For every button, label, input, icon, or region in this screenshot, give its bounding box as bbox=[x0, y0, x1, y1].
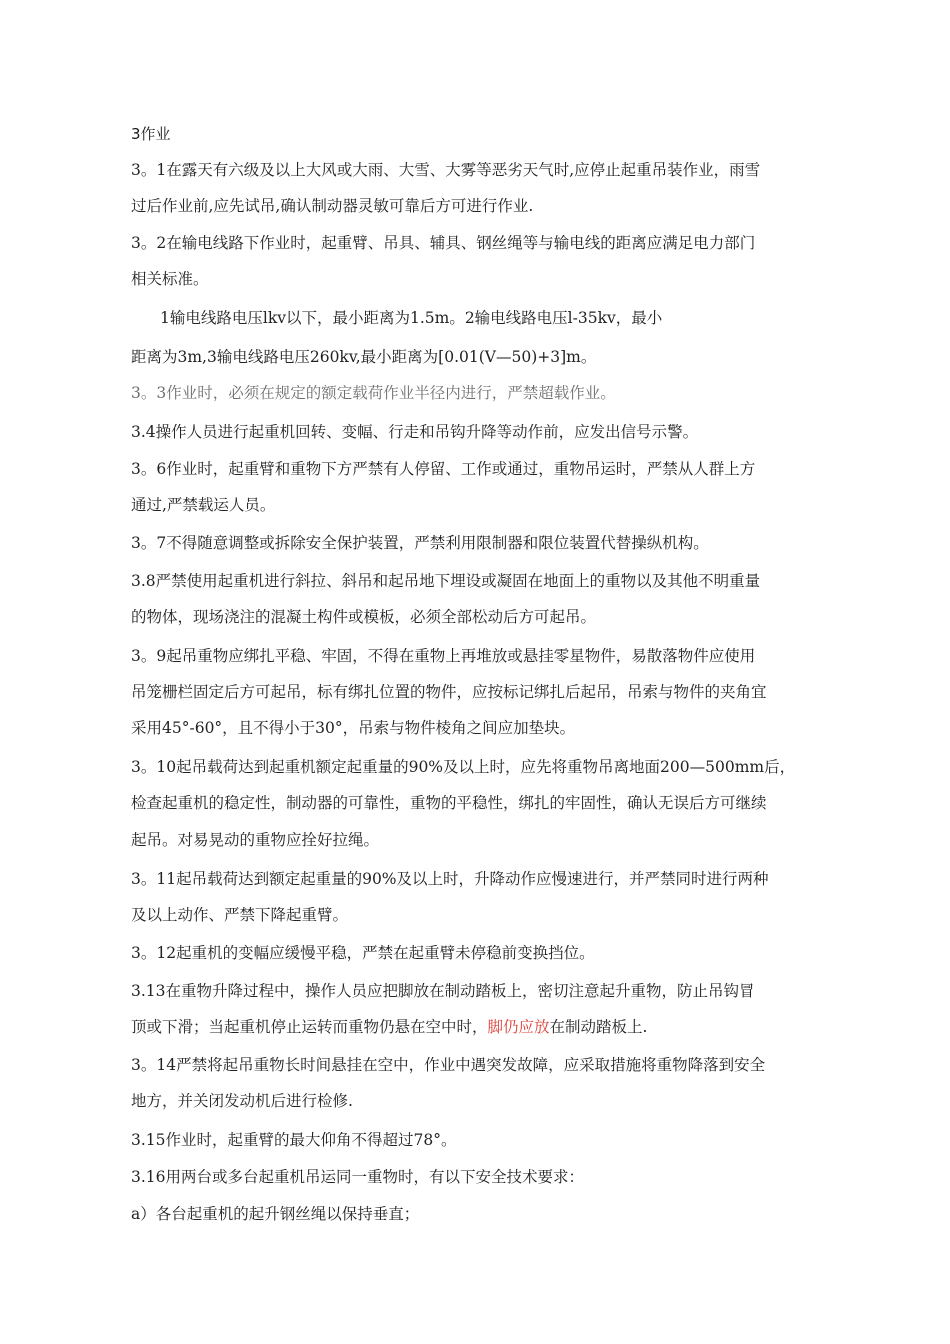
paragraph-line: 3。10起吊载荷达到起重机额定起重量的90%及以上时，应先将重物吊离地面200—500mm后， bbox=[131, 758, 796, 776]
paragraph-line: 相关标准。 bbox=[131, 270, 209, 288]
line-text: 顶或下滑；当起重机停止运转而重物仍悬在空中时， bbox=[131, 1018, 488, 1036]
paragraph-line: 3。1在露天有六级及以上大风或大雨、大雪、大雾等恶劣天气时,应停止起重吊装作业，雨雪 bbox=[131, 161, 761, 179]
paragraph-line: 距离为3m,3输电线路电压260kv,最小距离为[0.01(V—50)+3]m。 bbox=[131, 348, 597, 366]
paragraph-line: 3。7不得随意调整或拆除安全保护装置，严禁利用限制器和限位装置代替操纵机构。 bbox=[131, 534, 709, 552]
paragraph-line: 3。14严禁将起吊重物长时间悬挂在空中，作业中遇突发故障，应采取措施将重物降落到安全 bbox=[131, 1056, 766, 1074]
paragraph-line: 3。6作业时，起重臂和重物下方严禁有人停留、工作或通过，重物吊运时，严禁从人群上方 bbox=[131, 460, 756, 478]
paragraph-line: 起吊。对易晃动的重物应拴好拉绳。 bbox=[131, 831, 380, 849]
paragraph-line: 及以上动作、严禁下降起重臂。 bbox=[131, 906, 349, 924]
paragraph-line: 3.15作业时，起重臂的最大仰角不得超过78°。 bbox=[131, 1131, 457, 1149]
paragraph-line: 地方，并关闭发动机后进行检修. bbox=[131, 1092, 353, 1110]
paragraph-line: 的物体，现场浇注的混凝土构件或模板，必须全部松动后方可起吊。 bbox=[131, 608, 597, 626]
paragraph-line bbox=[131, 1016, 647, 1038]
line-text: 在制动踏板上. bbox=[549, 1018, 648, 1036]
paragraph-line: 3。12起重机的变幅应缓慢平稳，严禁在起重臂未停稳前变换挡位。 bbox=[131, 944, 595, 962]
paragraph-line: 3.8严禁使用起重机进行斜拉、斜吊和起吊地下埋设或凝固在地面上的重物以及其他不明重量 bbox=[131, 572, 761, 590]
paragraph-line: 3.16用两台或多台起重机吊运同一重物时，有以下安全技术要求： bbox=[131, 1168, 585, 1186]
paragraph-line: 3。9起吊重物应绑扎平稳、牢固，不得在重物上再堆放或悬挂零星物件，易散落物件应使用 bbox=[131, 647, 756, 665]
paragraph-line: 采用45°-60°，且不得小于30°，吊索与物件棱角之间应加垫块。 bbox=[131, 719, 576, 737]
paragraph-line: 1输电线路电压lkv以下，最小距离为1.5m。2输电线路电压l-35kv，最小 bbox=[160, 309, 663, 327]
paragraph-line: 检查起重机的稳定性，制动器的可靠性，重物的平稳性，绑扎的牢固性，确认无误后方可继续 bbox=[131, 794, 767, 812]
paragraph-line: 3。11起吊载荷达到额定起重量的90%及以上时，升降动作应慢速进行，并严禁同时进行两种 bbox=[131, 870, 769, 888]
highlighted-text: 脚仍应放 bbox=[487, 1018, 550, 1036]
paragraph-line: 3。3作业时，必须在规定的额定载荷作业半径内进行，严禁超载作业。 bbox=[131, 384, 616, 402]
paragraph-line: 3。2在输电线路下作业时，起重臂、吊具、辅具、钢丝绳等与输电线的距离应满足电力部门 bbox=[131, 234, 756, 252]
paragraph-line: a）各台起重机的起升钢丝绳以保持垂直； bbox=[131, 1205, 420, 1223]
paragraph-line: 通过,严禁载运人员。 bbox=[131, 496, 276, 514]
paragraph-line: 3.13在重物升降过程中，操作人员应把脚放在制动踏板上，密切注意起升重物，防止吊钩冒 bbox=[131, 982, 755, 1000]
paragraph-line: 过后作业前,应先试吊,确认制动器灵敏可靠后方可进行作业. bbox=[131, 197, 534, 215]
paragraph-line: 吊笼栅栏固定后方可起吊，标有绑扎位置的物件，应按标记绑扎后起吊，吊索与物件的夹角宜 bbox=[131, 683, 767, 701]
paragraph-line: 3.4操作人员进行起重机回转、变幅、行走和吊钩升降等动作前，应发出信号示警。 bbox=[131, 423, 699, 441]
section-heading: 3作业 bbox=[131, 125, 171, 143]
